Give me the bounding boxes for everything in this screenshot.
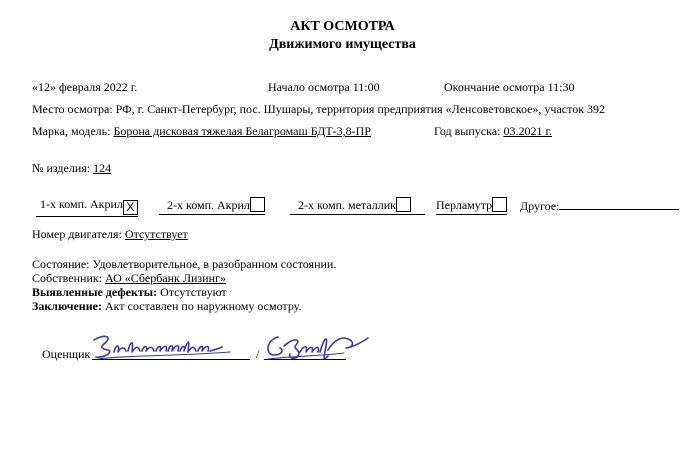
checkbox-acryl1[interactable]: X: [123, 200, 138, 215]
start-label: Начало осмотра: [268, 80, 350, 94]
paint-option-label: 2-х комп. Акрил: [167, 198, 250, 212]
paint-option-other: [520, 197, 679, 214]
engine-line: [32, 227, 188, 242]
owner-value: АО «Сбербанк Лизинг»: [105, 271, 226, 285]
model-label: Марка, модель:: [32, 124, 111, 138]
location-value: РФ, г. Санкт-Петербург, пос. Шушары, территория предприятия «Ленсоветовское», участок 392: [115, 102, 606, 116]
condition-value: Удовлетворительное, в разобранном состоянии.: [92, 257, 337, 271]
location-label: Место осмотра:: [32, 102, 113, 116]
serial-value: 124: [93, 161, 112, 175]
handwritten-signature: [262, 328, 374, 364]
checkbox-acryl2[interactable]: [250, 197, 265, 212]
conclusion-line: [32, 299, 301, 314]
model-line: [32, 124, 371, 139]
serial-label: № изделия:: [32, 161, 91, 175]
handwritten-name: [90, 330, 255, 364]
paint-other-field[interactable]: [559, 197, 679, 210]
end-label: Окончание осмотра: [444, 80, 545, 94]
paint-option-pearl[interactable]: [436, 197, 507, 215]
checkbox-pearl[interactable]: [492, 197, 507, 212]
location-line: [32, 102, 605, 117]
serial-line: [32, 161, 111, 176]
paint-option-acryl1[interactable]: [36, 197, 138, 217]
paint-option-label: Перламутр: [436, 198, 493, 212]
document-subtitle: Движимого имущества: [269, 37, 416, 52]
year-label: Год выпуска:: [434, 124, 501, 138]
paint-other-label: Другое:: [520, 199, 560, 213]
paint-option-label: 2-х комп. металлик: [298, 198, 396, 212]
condition-line: [32, 257, 336, 272]
owner-line: [32, 271, 226, 286]
defects-label: Выявленные дефекты:: [32, 285, 158, 299]
owner-label: Собственник:: [32, 271, 103, 285]
inspection-start: [268, 80, 380, 95]
year-value: 03.2021 г.: [503, 124, 553, 138]
signature-label: Оценщик: [42, 347, 91, 361]
model-value: Борона дисковая тяжелая Белагромаш БДТ-3,8-ПР: [113, 124, 372, 138]
end-time: 11:30: [547, 80, 575, 94]
engine-value: Отсутствует: [124, 227, 188, 241]
engine-label: Номер двигателя:: [32, 227, 122, 241]
conclusion-label: Заключение:: [32, 299, 102, 313]
inspection-date: «12» февраля 2022 г.: [32, 80, 138, 94]
paint-option-acryl2[interactable]: [159, 197, 265, 215]
paint-option-label: 1-х комп. Акрил: [40, 197, 123, 211]
signature-separator: /: [256, 347, 260, 361]
checkbox-metallic2[interactable]: [396, 197, 411, 212]
defects-line: [32, 285, 227, 300]
document-title: АКТ ОСМОТРА: [290, 19, 395, 34]
conclusion-value: Акт составлен по наружному осмотру.: [104, 299, 302, 313]
year-line: [434, 124, 552, 139]
condition-label: Состояние:: [32, 257, 90, 271]
inspection-end: [444, 80, 575, 95]
paint-option-metallic2[interactable]: [290, 197, 425, 215]
start-time: 11:00: [352, 80, 380, 94]
defects-value: Отсутствуют: [160, 285, 227, 299]
